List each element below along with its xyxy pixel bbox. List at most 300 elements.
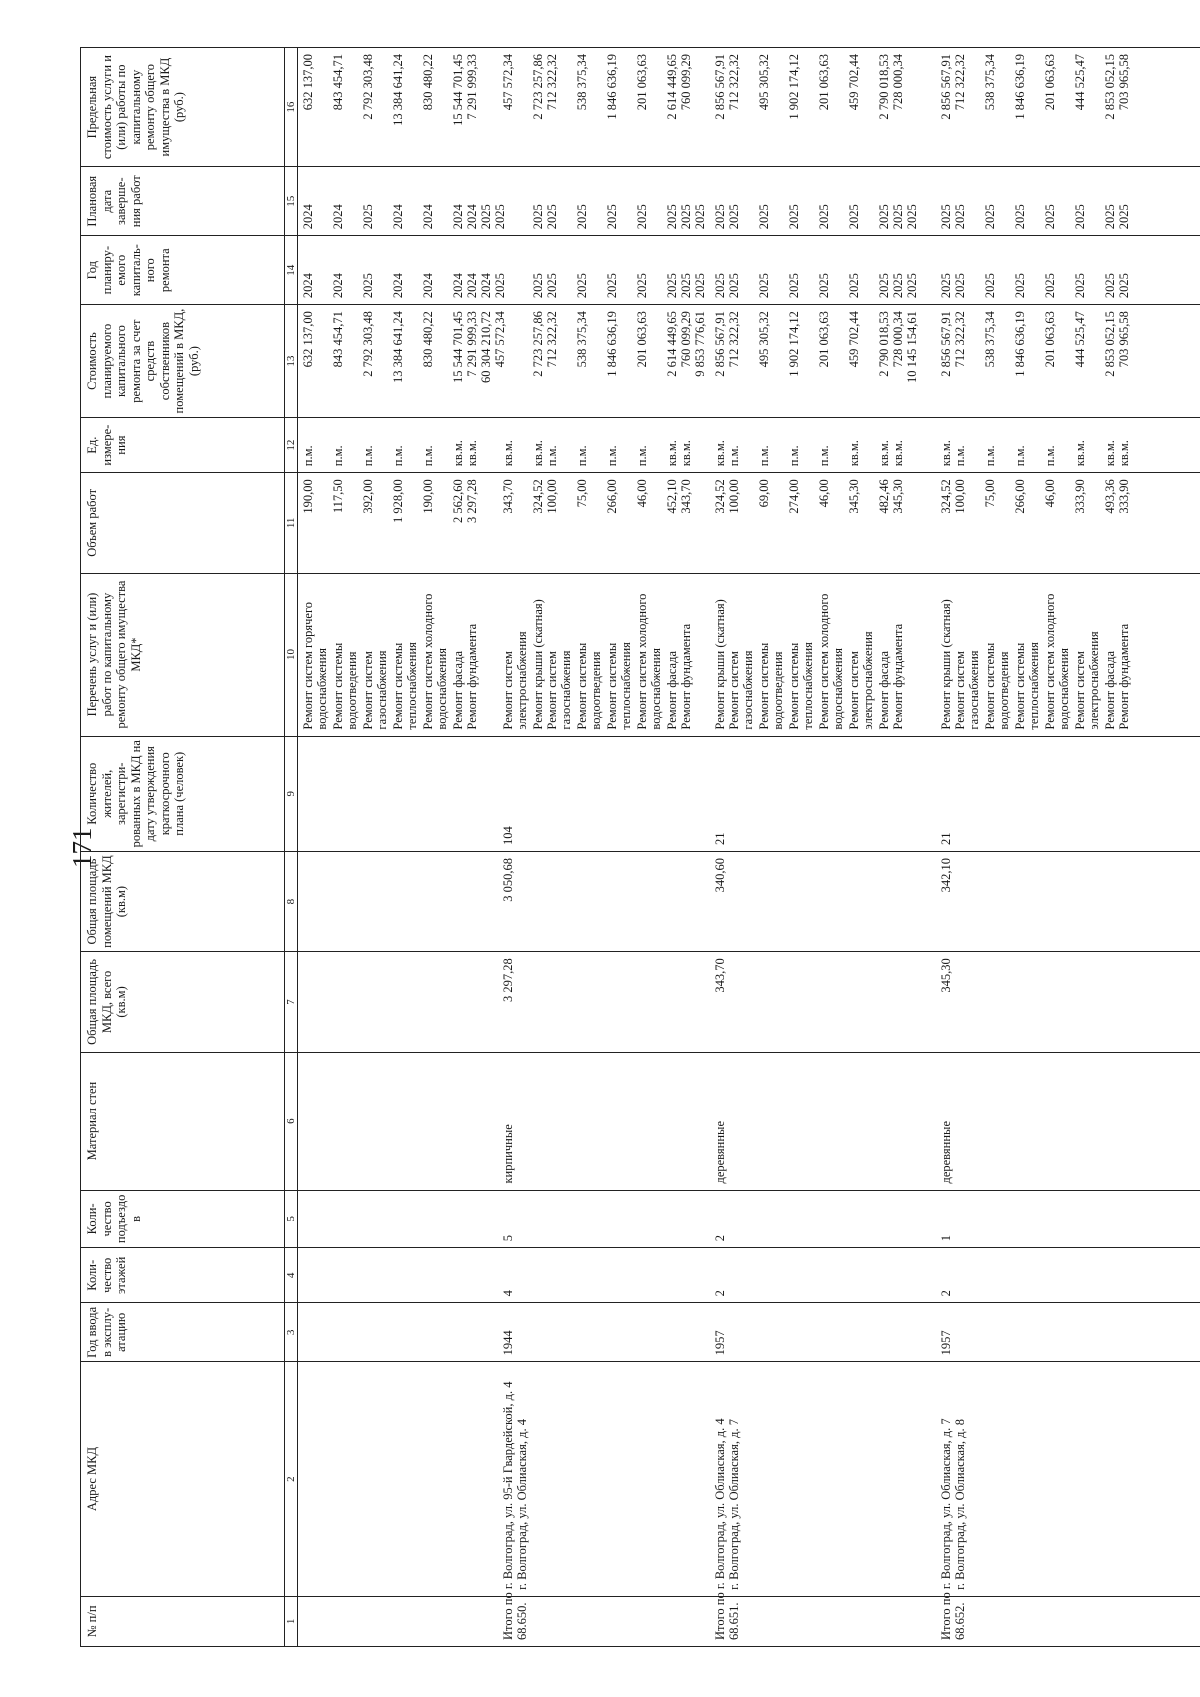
- limit-cost: 457 572,34: [501, 54, 515, 111]
- work-name: Ремонт фундамента: [465, 623, 479, 730]
- work-unit: п.м.: [301, 445, 315, 467]
- header-cell: № п/п: [81, 1596, 285, 1646]
- work-unit: кв.м.: [939, 440, 953, 467]
- work-volume: 345,30: [891, 479, 905, 514]
- work-name: Ремонт системы теплоснабжения: [1013, 642, 1041, 730]
- work-cost: 495 305,32: [757, 311, 771, 368]
- repair-year: 2025: [727, 273, 741, 299]
- work-name: Ремонт системы водоотведения: [575, 642, 603, 730]
- work-cost: 2 792 303,48: [361, 311, 375, 377]
- end-year: 2024: [451, 204, 465, 230]
- end-year: 2025: [1043, 204, 1057, 230]
- work-volume: 100,00: [727, 479, 741, 514]
- work-name: Ремонт систем электроснабжения: [1073, 631, 1101, 730]
- col-entrances-cell: [298, 1190, 1200, 1248]
- wall-material: кирпичные: [501, 1124, 515, 1184]
- work-cost: 459 702,44: [847, 311, 861, 368]
- area-total: 345,30: [939, 958, 953, 993]
- repair-year: 2025: [679, 273, 693, 299]
- limit-cost: 13 384 641,24: [391, 54, 405, 126]
- work-cost: 2 853 052,15: [1103, 311, 1117, 377]
- work-cost: 457 572,34: [493, 311, 507, 368]
- work-volume: 452,10: [665, 479, 679, 514]
- column-number: 7: [285, 952, 298, 1052]
- limit-cost: 538 375,34: [575, 54, 589, 111]
- work-volume: 100,00: [545, 479, 559, 514]
- repair-year: 2024: [391, 273, 405, 299]
- row-index-text: Итого по г. Волгоград, ул. 95-й Гвардейской, д. 4: [501, 1381, 515, 1640]
- work-name: Ремонт систем холодного водоснабжения: [817, 593, 845, 730]
- work-unit: кв.м.: [1117, 440, 1131, 467]
- header-cell: Стоимость планируемого капитального ремонта за счет средств собственников помещений в МКД, (руб.): [81, 305, 285, 418]
- work-volume: 493,36: [1103, 479, 1117, 514]
- limit-cost: 2 856 567,91: [713, 54, 727, 120]
- limit-cost: 712 322,32: [545, 54, 559, 111]
- work-cost: 1 846 636,19: [1013, 311, 1027, 377]
- end-year: 2025: [847, 204, 861, 230]
- end-year: 2025: [905, 204, 919, 230]
- end-year: 2024: [331, 204, 345, 230]
- repair-year: 2025: [983, 273, 997, 299]
- residents-count: 21: [939, 832, 953, 845]
- limit-cost: 538 375,34: [983, 54, 997, 111]
- work-volume: 3 297,28: [465, 479, 479, 523]
- work-unit: п.м.: [545, 445, 559, 467]
- col-end-date-cell: [298, 167, 1200, 236]
- work-cost: 201 063,63: [635, 311, 649, 368]
- row-index-text: Итого по г. Волгоград, ул. Облиаская, д. 7: [939, 1418, 953, 1640]
- work-name: Ремонт фундамента: [679, 623, 693, 730]
- work-cost: 712 322,32: [727, 311, 741, 368]
- work-cost: 15 544 701,45: [451, 311, 465, 384]
- work-volume: 266,00: [1013, 479, 1027, 514]
- limit-cost: 1 902 174,12: [787, 54, 801, 120]
- column-number: 5: [285, 1190, 298, 1248]
- work-name: Ремонт систем газоснабжения: [727, 650, 755, 730]
- limit-cost: 632 137,00: [301, 54, 315, 111]
- repair-year: 2025: [1013, 273, 1027, 299]
- work-unit: кв.м.: [679, 440, 693, 467]
- end-year: 2025: [787, 204, 801, 230]
- work-volume: 190,00: [301, 479, 315, 514]
- repair-year: 2025: [713, 273, 727, 299]
- end-year: 2025: [891, 204, 905, 230]
- col-year-cell: [298, 1303, 1200, 1362]
- col-limit-cost-cell: [298, 48, 1200, 167]
- header-cell: Коли-чество подъездо в: [81, 1190, 285, 1248]
- area-total: 3 297,28: [501, 958, 515, 1003]
- work-cost: 10 145 154,61: [905, 311, 919, 384]
- work-cost: 2 614 449,65: [665, 311, 679, 377]
- repair-year: 2024: [421, 273, 435, 299]
- column-number: 1: [285, 1596, 298, 1646]
- work-volume: 266,00: [605, 479, 619, 514]
- residents-count: 104: [501, 826, 515, 845]
- column-number: 12: [285, 418, 298, 473]
- end-year: 2025: [531, 204, 545, 230]
- work-unit: п.м.: [391, 445, 405, 467]
- column-number: 2: [285, 1362, 298, 1597]
- area-total: 343,70: [713, 958, 727, 993]
- end-year: 2025: [983, 204, 997, 230]
- limit-cost: 495 305,32: [757, 54, 771, 111]
- repair-year: 2025: [757, 273, 771, 299]
- commission-year: 1944: [501, 1330, 515, 1356]
- work-volume: 69,00: [757, 479, 771, 508]
- repair-year: 2024: [301, 273, 315, 299]
- end-year: 2025: [1073, 204, 1087, 230]
- work-name: Ремонт систем электроснабжения: [847, 631, 875, 730]
- limit-cost: 2 723 257,86: [531, 54, 545, 120]
- header-cell: Общая площадь МКД, всего (кв.м): [81, 952, 285, 1052]
- work-unit: п.м.: [421, 445, 435, 467]
- entrances-count: 5: [501, 1234, 515, 1242]
- column-number: 14: [285, 236, 298, 305]
- col-address-cell: [298, 1362, 1200, 1597]
- work-cost: 728 000,34: [891, 311, 905, 368]
- work-unit: п.м.: [635, 445, 649, 467]
- end-year: 2025: [665, 204, 679, 230]
- work-cost: 201 063,63: [1043, 311, 1057, 368]
- repair-year: 2025: [1103, 273, 1117, 299]
- work-unit: кв.м.: [847, 440, 861, 467]
- floors-count: 2: [713, 1290, 727, 1297]
- limit-cost: 459 702,44: [847, 54, 861, 111]
- repair-year: 2025: [877, 273, 891, 299]
- work-volume: 1 928,00: [391, 479, 405, 523]
- col-unit-cell: [298, 418, 1200, 473]
- work-unit: п.м.: [1013, 445, 1027, 467]
- wall-material: деревянные: [713, 1121, 727, 1184]
- limit-cost: 712 322,32: [727, 54, 741, 111]
- work-name: Ремонт систем электроснабжения: [501, 631, 529, 730]
- work-volume: 46,00: [635, 479, 649, 508]
- repair-year: 2025: [787, 273, 801, 299]
- end-year: 2025: [953, 204, 967, 230]
- header-cell: Ед. измере-ния: [81, 418, 285, 473]
- end-year: 2025: [679, 204, 693, 230]
- limit-cost: 1 846 636,19: [605, 54, 619, 120]
- end-year: 2025: [713, 204, 727, 230]
- column-number: 11: [285, 473, 298, 573]
- wall-material: деревянные: [939, 1121, 953, 1184]
- end-year: 2025: [605, 204, 619, 230]
- column-number: 16: [285, 48, 298, 167]
- work-name: Ремонт крыши (скатная): [531, 599, 545, 730]
- repair-year: 2025: [891, 273, 905, 299]
- repair-year: 2025: [905, 273, 919, 299]
- end-year: 2024: [421, 204, 435, 230]
- limit-cost: 712 322,32: [953, 54, 967, 111]
- end-year: 2025: [635, 204, 649, 230]
- header-cell: Коли-чество этажей: [81, 1248, 285, 1303]
- work-name: Ремонт крыши (скатная): [713, 599, 727, 730]
- end-year: 2025: [727, 204, 741, 230]
- repair-year: 2025: [575, 273, 589, 299]
- end-year: 2025: [817, 204, 831, 230]
- work-volume: 2 562,60: [451, 479, 465, 523]
- limit-cost: 2 790 018,53: [877, 54, 891, 120]
- end-year: 2025: [545, 204, 559, 230]
- work-name: Ремонт систем горячего водоснабжения: [301, 601, 329, 730]
- col-cost-cell: [298, 305, 1200, 418]
- work-volume: 392,00: [361, 479, 375, 514]
- limit-cost: 2 856 567,91: [939, 54, 953, 120]
- repair-year: 2025: [531, 273, 545, 299]
- repair-year: 2025: [1043, 273, 1057, 299]
- work-cost: 760 099,29: [679, 311, 693, 368]
- col-area-rooms-cell: [298, 851, 1200, 951]
- work-volume: 324,52: [939, 479, 953, 514]
- work-cost: 444 525,47: [1073, 311, 1087, 368]
- end-year: 2025: [939, 204, 953, 230]
- header-cell: Год планиру-емого капиталь-ного ремонта: [81, 236, 285, 305]
- work-volume: 482,46: [877, 479, 891, 514]
- repair-year: 2025: [953, 273, 967, 299]
- work-name: Ремонт систем газоснабжения: [361, 650, 389, 730]
- work-name: Ремонт системы теплоснабжения: [787, 642, 815, 730]
- row-index-text: Итого по г. Волгоград, ул. Облиаская, д. 4: [713, 1418, 727, 1640]
- end-year: 2025: [693, 204, 707, 230]
- work-cost: 538 375,34: [983, 311, 997, 368]
- work-unit: кв.м.: [451, 440, 465, 467]
- commission-year: 1957: [939, 1330, 953, 1356]
- work-volume: 333,90: [1073, 479, 1087, 514]
- work-volume: 343,70: [679, 479, 693, 514]
- repair-year: 2024: [465, 273, 479, 299]
- work-cost: 830 480,22: [421, 311, 435, 368]
- work-volume: 324,52: [713, 479, 727, 514]
- limit-cost: 843 454,71: [331, 54, 345, 111]
- col-floors-cell: [298, 1248, 1200, 1303]
- end-year: 2024: [301, 204, 315, 230]
- work-unit: кв.м.: [531, 440, 545, 467]
- entrances-count: 1: [939, 1234, 953, 1242]
- work-volume: 46,00: [1043, 479, 1057, 508]
- limit-cost: 15 544 701,45: [451, 54, 465, 126]
- header-cell: Адрес МКД: [81, 1362, 285, 1597]
- work-cost: 712 322,32: [545, 311, 559, 368]
- header-cell: Год ввода в эксплу-атацию: [81, 1303, 285, 1362]
- column-number: 10: [285, 573, 298, 736]
- row-index-text: 68.651.: [727, 1602, 741, 1640]
- work-unit: п.м.: [787, 445, 801, 467]
- work-unit: кв.м.: [465, 440, 479, 467]
- work-unit: п.м.: [757, 445, 771, 467]
- repair-year: 2024: [451, 273, 465, 299]
- address-text: г. Волгоград, ул. Облиаская, д. 8: [953, 1419, 967, 1590]
- work-name: Ремонт систем холодного водоснабжения: [1043, 593, 1071, 730]
- work-unit: п.м.: [727, 445, 741, 467]
- limit-cost: 760 099,29: [679, 54, 693, 111]
- limit-cost: 201 063,63: [635, 54, 649, 111]
- work-cost: 2 856 567,91: [939, 311, 953, 377]
- work-name: Ремонт фасада: [665, 650, 679, 730]
- work-name: Ремонт фундамента: [1117, 623, 1131, 730]
- area-rooms: 340,60: [713, 857, 727, 893]
- work-volume: 46,00: [817, 479, 831, 508]
- limit-cost: 1 846 636,19: [1013, 54, 1027, 120]
- repair-year: 2025: [939, 273, 953, 299]
- limit-cost: 830 480,22: [421, 54, 435, 111]
- limit-cost: 2 792 303,48: [361, 54, 375, 120]
- work-cost: 538 375,34: [575, 311, 589, 368]
- work-name: Ремонт фасада: [451, 650, 465, 730]
- column-number-row: [285, 48, 298, 1647]
- header-cell: Плановая дата заверше-ния работ: [81, 167, 285, 236]
- limit-cost: 2 614 449,65: [665, 54, 679, 120]
- work-name: Ремонт фундамента: [891, 623, 905, 730]
- work-unit: п.м.: [331, 445, 345, 467]
- column-number: 6: [285, 1052, 298, 1190]
- end-year: 2025: [1013, 204, 1027, 230]
- work-unit: п.м.: [575, 445, 589, 467]
- work-name: Ремонт системы водоотведения: [983, 642, 1011, 730]
- work-unit: кв.м.: [1103, 440, 1117, 467]
- work-unit: кв.м.: [877, 440, 891, 467]
- limit-cost: 728 000,34: [891, 54, 905, 111]
- end-year: 2024: [465, 204, 479, 230]
- column-number: 8: [285, 851, 298, 951]
- work-unit: п.м.: [983, 445, 997, 467]
- repair-year: 2025: [817, 273, 831, 299]
- work-name: Ремонт системы водоотведения: [757, 642, 785, 730]
- header-row: [81, 48, 285, 1647]
- header-cell: Материал стен: [81, 1052, 285, 1190]
- work-name: Ремонт системы водоотведения: [331, 642, 359, 730]
- rotated-table-wrapper: [80, 47, 1131, 1647]
- work-volume: 75,00: [575, 479, 589, 508]
- end-year: 2025: [1103, 204, 1117, 230]
- work-cost: 201 063,63: [817, 311, 831, 368]
- col-repair-year-cell: [298, 236, 1200, 305]
- end-year: 2025: [757, 204, 771, 230]
- work-volume: 343,70: [501, 479, 515, 514]
- end-year: 2025: [361, 204, 375, 230]
- end-year: 2025: [493, 204, 507, 230]
- work-unit: кв.м.: [665, 440, 679, 467]
- end-year: 2025: [479, 204, 493, 230]
- col-volume-cell: [298, 473, 1200, 573]
- work-volume: 190,00: [421, 479, 435, 514]
- repair-year: 2025: [493, 273, 507, 299]
- repair-year: 2025: [635, 273, 649, 299]
- work-volume: 333,90: [1117, 479, 1131, 514]
- limit-cost: 7 291 999,33: [465, 54, 479, 120]
- commission-year: 1957: [713, 1330, 727, 1356]
- end-year: 2025: [1117, 204, 1131, 230]
- work-name: Ремонт системы теплоснабжения: [605, 642, 633, 730]
- row-index-text: 68.650.: [515, 1602, 529, 1640]
- column-number: 4: [285, 1248, 298, 1303]
- repair-year: 2024: [479, 273, 493, 299]
- work-cost: 1 846 636,19: [605, 311, 619, 377]
- work-name: Ремонт систем газоснабжения: [545, 650, 573, 730]
- floors-count: 4: [501, 1290, 515, 1297]
- work-unit: п.м.: [1043, 445, 1057, 467]
- work-name: Ремонт систем холодного водоснабжения: [635, 593, 663, 730]
- work-cost: 703 965,58: [1117, 311, 1131, 368]
- work-name: Ремонт систем холодного водоснабжения: [421, 593, 449, 730]
- work-cost: 13 384 641,24: [391, 311, 405, 384]
- work-unit: п.м.: [605, 445, 619, 467]
- header-cell: Объем работ: [81, 473, 285, 573]
- repair-year: 2025: [545, 273, 559, 299]
- area-rooms: 342,10: [939, 857, 953, 893]
- col-material-cell: [298, 1052, 1200, 1190]
- limit-cost: 444 525,47: [1073, 54, 1087, 111]
- work-unit: кв.м.: [501, 440, 515, 467]
- work-unit: п.м.: [953, 445, 967, 467]
- table-body-row: [298, 48, 1200, 1647]
- repair-year: 2025: [361, 273, 375, 299]
- limit-cost: 201 063,63: [1043, 54, 1057, 111]
- work-cost: 60 304 210,72: [479, 311, 493, 384]
- work-name: Ремонт крыши (скатная): [939, 599, 953, 730]
- header-cell: Общая площадь помещений МКД (кв.м): [81, 851, 285, 951]
- col-area-total-cell: [298, 952, 1200, 1052]
- work-name: Ремонт фасада: [877, 650, 891, 730]
- work-cost: 7 291 999,33: [465, 311, 479, 377]
- header-cell: Предельная стоимость услуги и (или) работы по капитальному ремонту общего имущества в МКД (руб.): [81, 48, 285, 167]
- work-cost: 843 454,71: [331, 311, 345, 368]
- work-volume: 324,52: [531, 479, 545, 514]
- end-year: 2025: [877, 204, 891, 230]
- repair-year: 2025: [605, 273, 619, 299]
- work-cost: 1 902 174,12: [787, 311, 801, 377]
- repair-year: 2024: [331, 273, 345, 299]
- repair-year: 2025: [1073, 273, 1087, 299]
- header-cell: Перечень услуг и (или) работ по капитальному ремонту общего имущества МКД*: [81, 573, 285, 736]
- work-name: Ремонт системы теплоснабжения: [391, 642, 419, 730]
- work-cost: 2 856 567,91: [713, 311, 727, 377]
- repair-year: 2025: [1117, 273, 1131, 299]
- work-cost: 712 322,32: [953, 311, 967, 368]
- work-volume: 117,50: [331, 479, 345, 514]
- repair-year: 2025: [665, 273, 679, 299]
- col-residents-cell: [298, 736, 1200, 851]
- column-number: 9: [285, 736, 298, 851]
- work-cost: 9 853 776,61: [693, 311, 707, 377]
- work-name: Ремонт систем газоснабжения: [953, 650, 981, 730]
- work-volume: 345,30: [847, 479, 861, 514]
- work-unit: кв.м.: [713, 440, 727, 467]
- work-cost: 632 137,00: [301, 311, 315, 368]
- work-volume: 100,00: [953, 479, 967, 514]
- end-year: 2025: [575, 204, 589, 230]
- column-number: 3: [285, 1303, 298, 1362]
- work-cost: 2 723 257,86: [531, 311, 545, 377]
- work-unit: п.м.: [817, 445, 831, 467]
- work-unit: кв.м.: [891, 440, 905, 467]
- header-cell: Количество жителей, зарегистри-рованных в МКД на дату утверждения краткосрочного плана (человек): [81, 736, 285, 851]
- work-unit: кв.м.: [1073, 440, 1087, 467]
- work-name: Ремонт фасада: [1103, 650, 1117, 730]
- work-unit: п.м.: [361, 445, 375, 467]
- limit-cost: 2 853 052,15: [1103, 54, 1117, 120]
- page-number: 171: [67, 827, 97, 868]
- row-index-text: 68.652.: [953, 1602, 967, 1640]
- repair-year: 2025: [847, 273, 861, 299]
- work-volume: 274,00: [787, 479, 801, 514]
- floors-count: 2: [939, 1290, 953, 1297]
- column-number: 13: [285, 305, 298, 418]
- address-text: г. Волгоград, ул. Облиаская, д. 7: [727, 1419, 741, 1590]
- repair-year: 2025: [693, 273, 707, 299]
- area-rooms: 3 050,68: [501, 857, 515, 902]
- end-year: 2024: [391, 204, 405, 230]
- work-cost: 2 790 018,53: [877, 311, 891, 377]
